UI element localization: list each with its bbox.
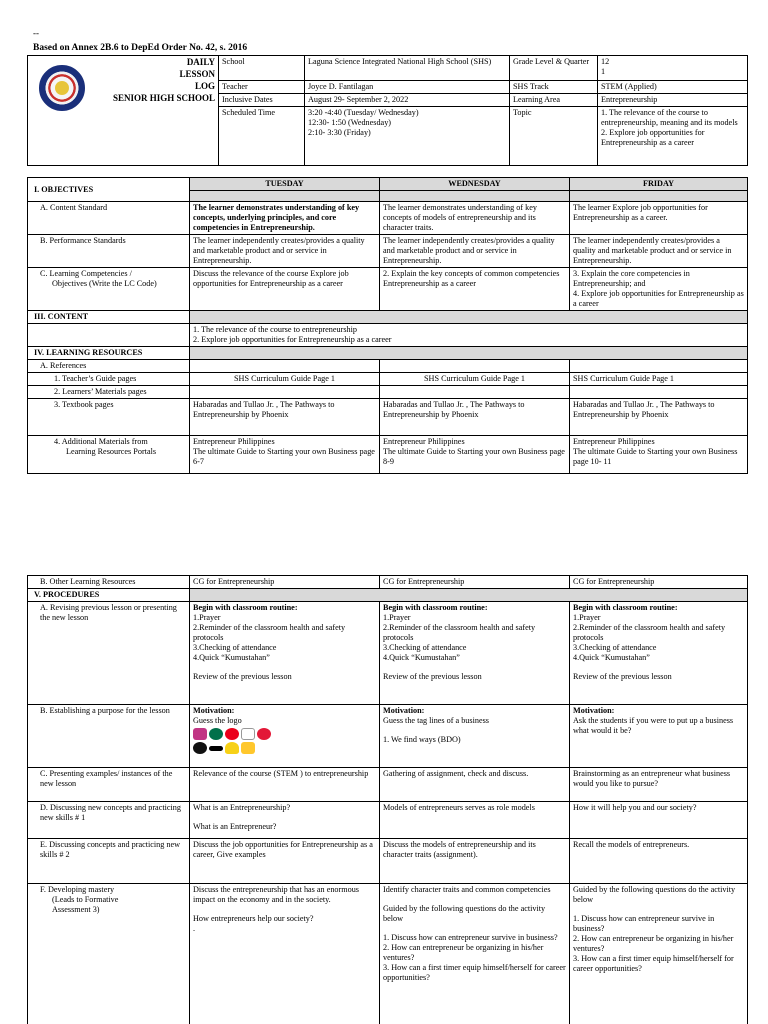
teachers-guide-fri: SHS Curriculum Guide Page 1 [570,373,748,386]
ask-students: Ask the students if you were to put up a business what would it be? [573,716,734,735]
routine-3: 3.Checking of attendance [193,643,277,652]
daily-lesson-log-title [86,56,219,166]
textbook-label: 3. Textbook pages [28,399,190,436]
proc-d-tue [190,802,380,839]
f-label-2: (Leads to Formative [52,895,119,904]
blank-logo-icon [241,728,255,740]
content-standard-label: A. Content Standard [28,202,190,235]
add-label-2: Learning Resources Portals [66,447,157,456]
f-label-1: F. Developing mastery [40,885,115,894]
empty-cell [380,386,570,399]
content-line-1: 1. The relevance of the course to entrepreneurship [193,325,357,334]
guess-logo: Guess the logo [193,716,242,725]
content-standard-tue: The learner demonstrates understanding of key concepts, underlying principles, and core competencies in Entrepreneurship. [190,202,380,235]
d-tue-2: What is an Entrepreneur? [193,822,277,831]
f-fri-3: 2. How can entrepreneur be organizing in his/her ventures? [573,934,734,953]
nike-logo-icon [209,746,223,751]
grey-band [570,191,748,202]
routine-4: 4.Quick “Kumustahan” [193,653,270,662]
resources-title: IV. LEARNING RESOURCES [28,347,190,360]
f-wed-5: 3. How can a first timer equip himself/herself for career opportunities? [383,963,566,982]
motivation-head: Motivation: [383,706,425,715]
proc-e-tue: Discuss the job opportunities for Entrepreneurship as a career, Give examples [190,839,380,884]
teacher-label: Teacher [219,81,305,94]
tag-line-bdo: 1. We find ways (BDO) [383,735,461,744]
title-lesson: LESSON [179,68,215,79]
title-log: LOG [194,80,215,91]
topic-1: 1. The relevance of the course to entrepreneurship, meaning and its models [601,108,738,127]
header-table [27,55,748,166]
area-label: Learning Area [510,94,598,107]
additional-materials-label [28,436,190,474]
learning-competencies-fri [570,268,748,311]
grade-value: 12 [601,57,610,66]
topic-value [598,107,748,166]
routine-2: 2.Reminder of the classroom health and safety protocols [193,623,346,642]
performance-standards-fri: The learner independently creates/provides a quality and marketable product and or service in Entrepreneurship. [570,235,748,268]
proc-e-wed: Discuss the models of entrepreneurship and its character traits (assignment). [380,839,570,884]
routine-3: 3.Checking of attendance [573,643,657,652]
motivation-head: Motivation: [193,706,235,715]
tag-lines: Guess the tag lines of a business [383,716,489,725]
starbucks-logo-icon [209,728,223,740]
add-tue-2: The ultimate Guide to Starting your own Business page 6-7 [193,447,375,466]
add-tue-1: Entrepreneur Philippines [193,437,275,446]
learning-competencies-wed: 2. Explain the key concepts of common competencies Entrepreneurship as a career [380,268,570,311]
add-wed-2: The ultimate Guide to Starting your own Business page 8-9 [383,447,565,466]
learning-competencies-label [28,268,190,311]
routine-1: 1.Prayer [193,613,221,622]
textbook-tue: Habaradas and Tullao Jr. , The Pathways to Entrepreneurship by Phoenix [190,399,380,436]
content-standard-wed: The learner demonstrates understanding of key concepts of models of entrepreneurship and its character traits. [380,202,570,235]
content-empty [28,324,190,347]
lc-fri-1: 3. Explain the core competencies in Entrepreneurship; and [573,269,690,288]
day-friday: FRIDAY [570,178,748,191]
grade-label: Grade Level & Quarter [510,56,598,81]
grade-quarter-value [598,56,748,81]
learning-competencies-tue: Discuss the relevance of the course Explore job opportunities for Entrepreneurship as a career [190,268,380,311]
shell-logo-icon [225,742,239,754]
seal-cell [28,56,86,166]
proc-b-label: B. Establishing a purpose for the lesson [28,705,190,768]
empty-cell [190,360,380,373]
routine-4: 4.Quick “Kumustahan” [573,653,650,662]
proc-e-label: E. Discussing concepts and practicing new skills # 2 [28,839,190,884]
empty-cell [570,360,748,373]
quarter-value: 1 [601,67,606,76]
teachers-guide-label: 1. Teacher’s Guide pages [28,373,190,386]
proc-b-fri [570,705,748,768]
routine-head: Begin with classroom routine: [383,603,488,612]
proc-c-fri: Brainstorming as an entrepreneur what business would you like to pursue? [570,768,748,802]
performance-standards-wed: The learner independently creates/provides a quality and marketable product and or service in Entrepreneurship. [380,235,570,268]
teachers-guide-wed: SHS Curriculum Guide Page 1 [380,373,570,386]
day-tuesday: TUESDAY [190,178,380,191]
additional-tue [190,436,380,474]
proc-d-fri: How it will help you and our society? [570,802,748,839]
proc-c-wed: Gathering of assignment, check and discuss. [380,768,570,802]
performance-standards-tue: The learner independently creates/provides a quality and marketable product and or service in Entrepreneurship. [190,235,380,268]
learners-materials-label: 2. Learners’ Materials pages [28,386,190,399]
sched-3: 2:10- 3:30 (Friday) [308,128,371,137]
routine-review: Review of the previous lesson [383,672,482,681]
lc-label-1: C. Learning Competencies / [40,269,132,278]
other-resources-wed: CG for Entrepreneurship [380,576,570,589]
lc-label-2: Objectives (Write the LC Code) [52,279,157,288]
proc-f-fri [570,884,748,1024]
proc-d-label: D. Discussing new concepts and practicing new skills # 1 [28,802,190,839]
grey-band [190,589,748,602]
dates-value: August 29- September 2, 2022 [305,94,510,107]
content-lines [190,324,748,347]
apple-logo-icon [193,742,207,754]
topic-label: Topic [510,107,598,166]
proc-f-wed [380,884,570,1024]
sched-2: 12:30- 1:50 (Wednesday) [308,118,392,127]
routine-1: 1.Prayer [383,613,411,622]
f-wed-1: Identify character traits and common competencies [383,885,551,894]
proc-f-tue [190,884,380,1024]
routine-head: Begin with classroom routine: [573,603,678,612]
grey-band [190,311,748,324]
proc-a-wed [380,602,570,705]
teachers-guide-tue: SHS Curriculum Guide Page 1 [190,373,380,386]
grey-band [380,191,570,202]
teacher-value: Joyce D. Fantilagan [305,81,510,94]
topic-2: 2. Explore job opportunities for Entrepreneurship as a career [601,128,705,147]
lc-fri-2: 4. Explore job opportunities for Entrepreneurship as a career [573,289,744,308]
day-wednesday: WEDNESDAY [380,178,570,191]
references-label: A. References [28,360,190,373]
proc-e-fri: Recall the models of entrepreneurs. [570,839,748,884]
f-tue-3: . [193,924,196,933]
proc-c-label: C. Presenting examples/ instances of the new lesson [28,768,190,802]
routine-3: 3.Checking of attendance [383,643,467,652]
textbook-wed: Habaradas and Tullao Jr. , The Pathways to Entrepreneurship by Phoenix [380,399,570,436]
school-label: School [219,56,305,81]
f-fri-2: 1. Discuss how can entrepreneur survive in business? [573,914,715,933]
instagram-logo-icon [193,728,207,740]
empty-cell [190,386,380,399]
top-dash: -- [33,28,39,38]
proc-c-tue: Relevance of the course (STEM ) to entrepreneurship [190,768,380,802]
grey-band [190,191,380,202]
proc-f-label [28,884,190,1024]
other-resources-fri: CG for Entrepreneurship [570,576,748,589]
area-value: Entrepreneurship [598,94,748,107]
procedures-table [27,575,748,1024]
add-wed-1: Entrepreneur Philippines [383,437,465,446]
objectives-title: I. OBJECTIVES [28,178,190,202]
proc-a-fri [570,602,748,705]
f-wed-4: 2. How can entrepreneur be organizing in his/her ventures? [383,943,544,962]
mcdonalds-logo-icon [241,742,255,754]
routine-review: Review of the previous lesson [573,672,672,681]
empty-cell [570,386,748,399]
additional-fri [570,436,748,474]
d-tue-1: What is an Entrepreneurship? [193,803,291,812]
title-shs: SENIOR HIGH SCHOOL [112,92,215,103]
f-wed-3: 1. Discuss how can entrepreneur survive in business? [383,933,558,942]
deped-seal-icon [39,65,85,111]
brand-logos [193,728,283,754]
proc-d-wed: Models of entrepreneurs serves as role models [380,802,570,839]
motivation-head: Motivation: [573,706,615,715]
procedures-title: V. PROCEDURES [28,589,190,602]
add-fri-2: The ultimate Guide to Starting your own Business page 10- 11 [573,447,738,466]
add-label-1: 4. Additional Materials from [54,437,148,446]
dates-label: Inclusive Dates [219,94,305,107]
content-standard-fri: The learner Explore job opportunities for Entrepreneurship as a career. [570,202,748,235]
proc-a-label: A. Revising previous lesson or presenting the new lesson [28,602,190,705]
f-tue-1: Discuss the entrepreneurship that has an enormous impact on the economy and in the society. [193,885,359,904]
f-label-3: Assessment 3) [52,905,100,914]
grey-band [190,347,748,360]
mastercard-logo-icon [225,728,239,740]
proc-b-tue [190,705,380,768]
track-label: SHS Track [510,81,598,94]
routine-head: Begin with classroom routine: [193,603,298,612]
f-fri-4: 3. How can a first timer equip himself/herself for career opportunities? [573,954,734,973]
f-wed-2: Guided by the following questions do the activity below [383,904,546,923]
additional-wed [380,436,570,474]
routine-2: 2.Reminder of the classroom health and safety protocols [383,623,536,642]
content-title: III. CONTENT [28,311,190,324]
routine-4: 4.Quick “Kumustahan” [383,653,460,662]
annex-title: Based on Annex 2B.6 to DepEd Order No. 42, s. 2016 [33,43,248,53]
objectives-table [27,177,748,474]
sched-value [305,107,510,166]
sched-label: Scheduled Time [219,107,305,166]
add-fri-1: Entrepreneur Philippines [573,437,655,446]
empty-cell [380,360,570,373]
routine-1: 1.Prayer [573,613,601,622]
f-tue-2: How entrepreneurs help our society? [193,914,314,923]
proc-b-wed [380,705,570,768]
other-resources-tue: CG for Entrepreneurship [190,576,380,589]
other-resources-label: B. Other Learning Resources [28,576,190,589]
performance-standards-label: B. Performance Standards [28,235,190,268]
f-fri-1: Guided by the following questions do the activity below [573,885,736,904]
routine-review: Review of the previous lesson [193,672,292,681]
track-value: STEM (Applied) [598,81,748,94]
content-line-2: 2. Explore job opportunities for Entrepreneurship as a career [193,335,392,344]
proc-a-tue [190,602,380,705]
sched-1: 3:20 -4:40 (Tuesday/ Wednesday) [308,108,419,117]
routine-2: 2.Reminder of the classroom health and safety protocols [573,623,726,642]
target-logo-icon [257,728,271,740]
school-value: Laguna Science Integrated National High School (SHS) [305,56,510,81]
title-daily: DAILY [186,57,215,67]
textbook-fri: Habaradas and Tullao Jr. , The Pathways to Entrepreneurship by Phoenix [570,399,748,436]
